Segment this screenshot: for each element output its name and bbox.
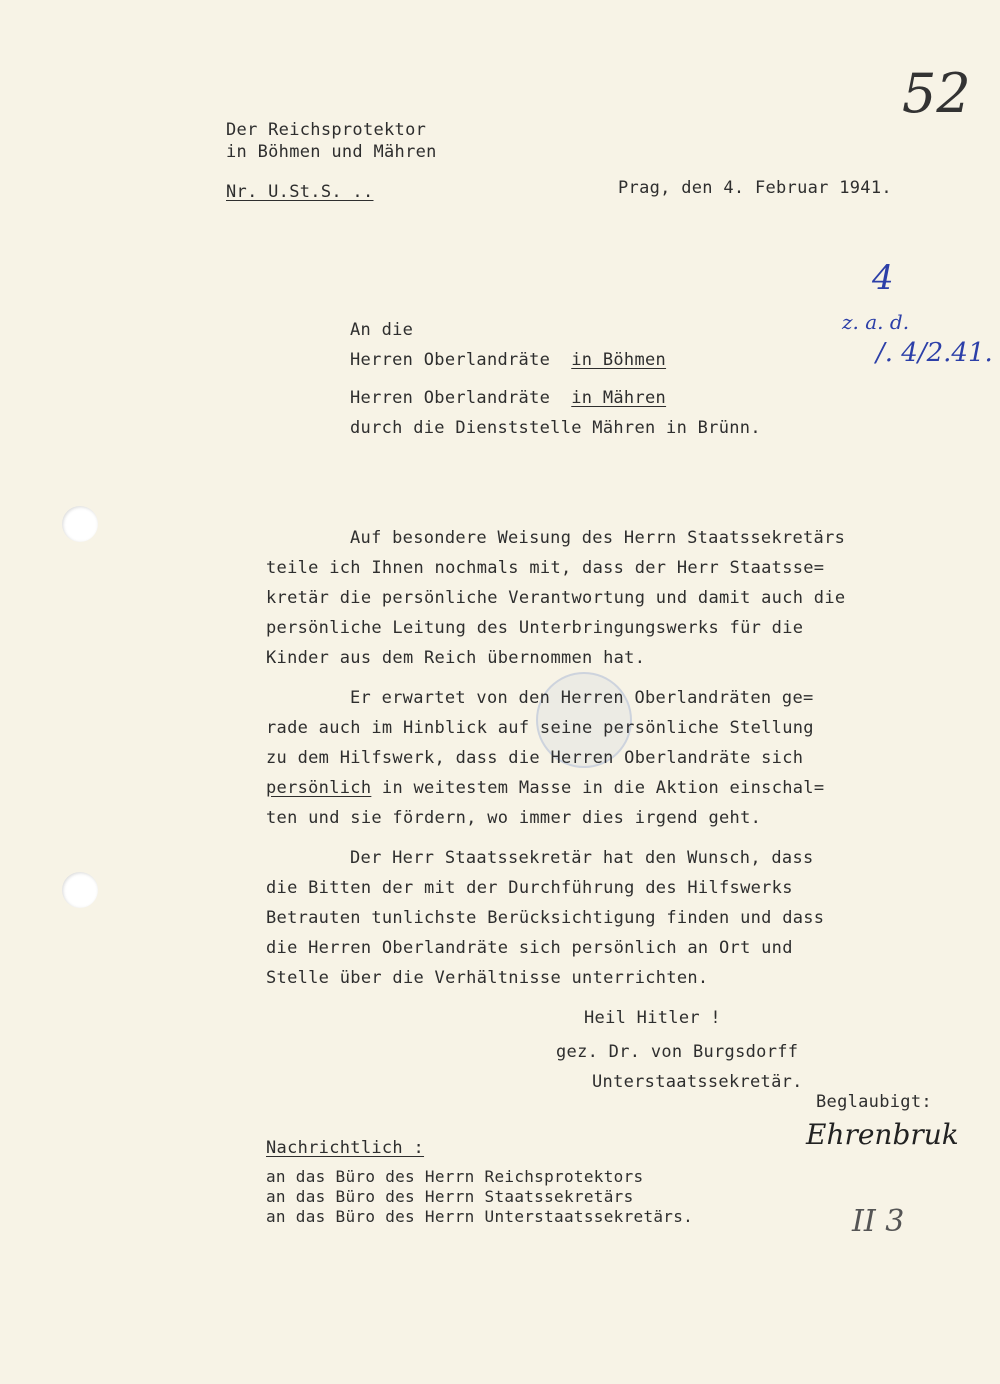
cc-line-2: an das Büro des Herrn Staatssekretärs	[266, 1187, 634, 1206]
punch-hole-bottom	[62, 872, 98, 908]
closing-signed: gez. Dr. von Burgsdorff	[556, 1042, 799, 1062]
closing-greeting: Heil Hitler !	[584, 1008, 721, 1028]
reference-number: Nr. U.St.S. ..	[226, 182, 374, 202]
closing-title: Unterstaatssekretär.	[592, 1072, 803, 1092]
handwritten-annotation-3: /. 4/2.41.	[876, 338, 993, 368]
body-p1-line-5: Kinder aus dem Reich übernommen hat.	[266, 648, 646, 668]
sender-line-2: in Böhmen und Mähren	[226, 142, 437, 162]
cc-line-3: an das Büro des Herrn Unterstaatssekretärs.	[266, 1207, 694, 1226]
recipient-oberlandraete-1: Herren Oberlandräte	[350, 350, 551, 370]
cc-heading: Nachrichtlich :	[266, 1138, 425, 1158]
body-p3-line-3: Betrauten tunlichste Berücksichtigung finden und dass	[266, 908, 825, 928]
body-p2-line-2: rade auch im Hinblick auf seine persönliche Stellung	[266, 718, 814, 738]
place-date: Prag, den 4. Februar 1941.	[618, 178, 892, 198]
body-p2-line-4	[266, 778, 824, 798]
body-p1-line-1: Auf besondere Weisung des Herrn Staatssekretärs	[350, 528, 846, 548]
body-p2-line-1: Er erwartet von den Herren Oberlandräten ge=	[350, 688, 814, 708]
sender-line-1: Der Reichsprotektor	[226, 120, 427, 140]
recipient-line-2	[350, 350, 666, 370]
body-p1-line-4: persönliche Leitung des Unterbringungswerks für die	[266, 618, 804, 638]
body-p1-line-2: teile ich Ihnen nochmals mit, dass der Herr Staatsse=	[266, 558, 825, 578]
body-p3-line-1: Der Herr Staatssekretär hat den Wunsch, dass	[350, 848, 814, 868]
recipient-line-4: durch die Dienststelle Mähren in Brünn.	[350, 418, 761, 438]
body-p2-line-3: zu dem Hilfswerk, dass die Herren Oberlandräte sich	[266, 748, 804, 768]
body-p2-line-5: ten und sie fördern, wo immer dies irgend geht.	[266, 808, 762, 828]
body-p2-line-4-rest: in weitestem Masse in die Aktion einschal=	[381, 778, 825, 798]
cc-line-1: an das Büro des Herrn Reichsprotektors	[266, 1167, 644, 1186]
certifier-signature: Ehrenbruk	[806, 1118, 959, 1151]
handwritten-annotation-1: 4	[872, 258, 894, 298]
body-p1-line-3: kretär die persönliche Verantwortung und damit auch die	[266, 588, 846, 608]
recipient-oberlandraete-2: Herren Oberlandräte	[350, 388, 551, 408]
emphasis-persoenlich: persönlich	[266, 778, 372, 798]
recipient-region-boehmen: in Böhmen	[571, 350, 667, 370]
body-p3-line-2: die Bitten der mit der Durchführung des Hilfswerks	[266, 878, 793, 898]
punch-hole-top	[62, 506, 98, 542]
recipient-region-maehren: in Mähren	[571, 388, 667, 408]
handwritten-annotation-2: z. a. d.	[842, 310, 910, 334]
folio-number: 52	[902, 62, 971, 125]
recipient-intro: An die	[350, 320, 414, 340]
recipient-line-3	[350, 388, 666, 408]
body-p3-line-4: die Herren Oberlandräte sich persönlich an Ort und	[266, 938, 793, 958]
certified-label: Beglaubigt:	[816, 1092, 932, 1112]
pencil-mark: II 3	[852, 1204, 905, 1239]
body-p3-line-5: Stelle über die Verhältnisse unterrichten.	[266, 968, 709, 988]
